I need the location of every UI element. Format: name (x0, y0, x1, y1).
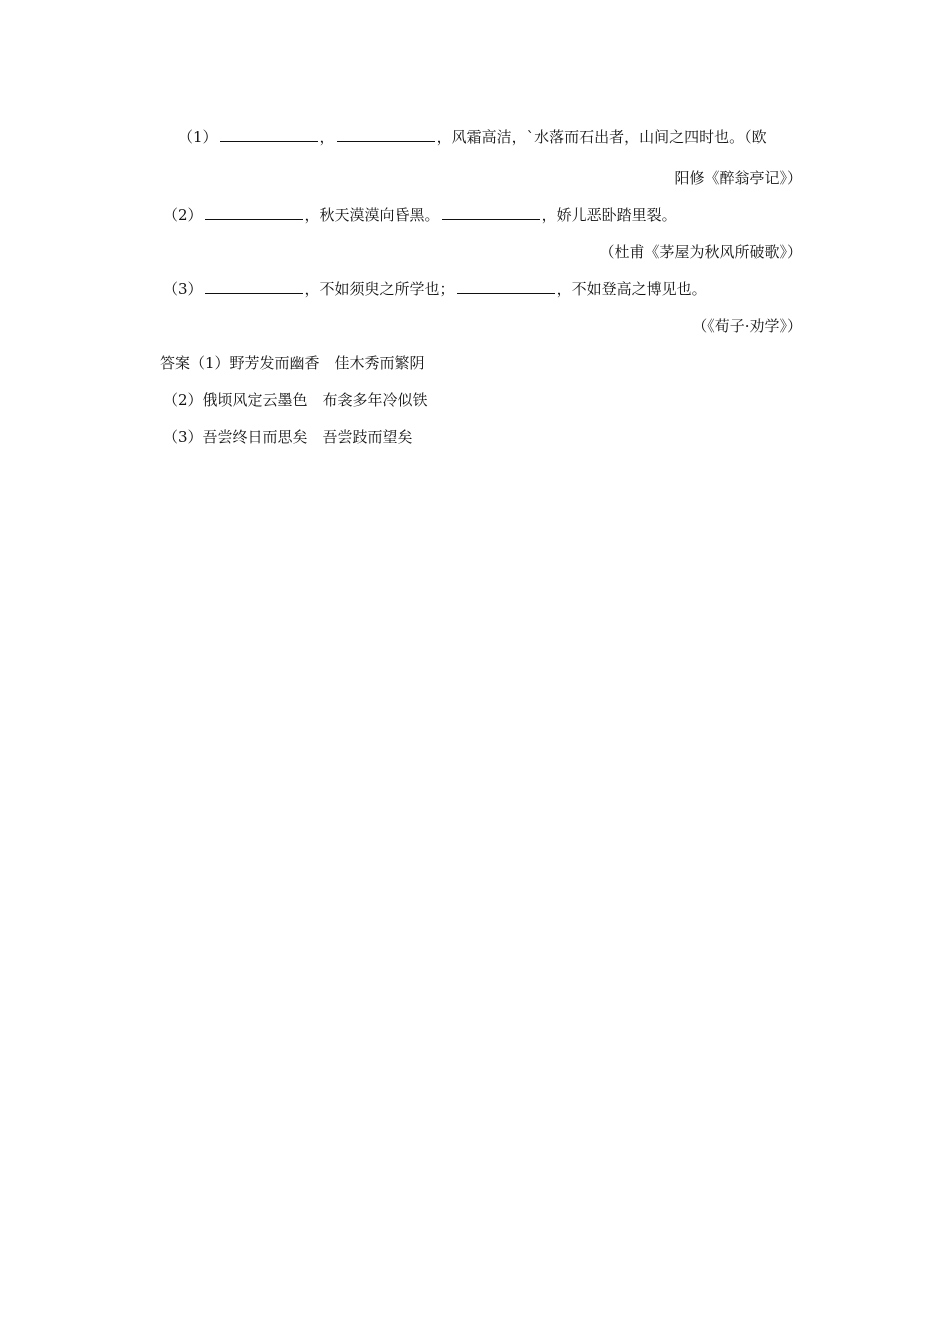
answer-line-1 (160, 353, 425, 373)
answer-line-2 (163, 390, 428, 410)
question-3-text-a: ，不如须臾之所学也； (304, 280, 455, 298)
question-3-text-b: ，不如登高之博见也。 (556, 280, 707, 298)
question-1-source-text: 阳修《醉翁亭记》） (674, 169, 802, 187)
answer-blank-1b[interactable] (337, 127, 435, 142)
question-2-text-a: ，秋天漠漠向昏黑。 (304, 206, 440, 224)
question-3 (163, 279, 707, 299)
question-2-source (599, 242, 802, 262)
answer-text-2: （2）俄顷风定云墨色 布衾多年冷似铁 (163, 391, 428, 409)
question-2 (163, 205, 677, 225)
answer-text-1: 答案（1）野芳发而幽香 佳木秀而繁阴 (160, 354, 425, 372)
answer-blank-2b[interactable] (442, 205, 540, 220)
question-2-number: （2） (163, 206, 203, 224)
answer-blank-2a[interactable] (205, 205, 303, 220)
question-3-number: （3） (163, 280, 203, 298)
question-2-source-text: （杜甫《茅屋为秋风所破歌》） (599, 243, 802, 261)
question-1-text: ，风霜高洁，`水落而石出者，山间之四时也。（欧 (436, 128, 767, 146)
answer-line-3 (163, 427, 413, 447)
question-3-source (692, 316, 802, 336)
answer-blank-1a[interactable] (220, 127, 318, 142)
question-2-text-b: ，娇儿恶卧踏里裂。 (541, 206, 677, 224)
question-1-source (674, 168, 802, 188)
question-1-separator: ， (319, 128, 335, 146)
answer-text-3: （3）吾尝终日而思矣 吾尝跂而望矣 (163, 428, 413, 446)
answer-blank-3a[interactable] (205, 279, 303, 294)
answer-blank-3b[interactable] (457, 279, 555, 294)
question-1-number: （1） (178, 128, 218, 146)
question-3-source-text: （《荀子·劝学》） (692, 317, 802, 335)
question-1 (178, 127, 767, 147)
